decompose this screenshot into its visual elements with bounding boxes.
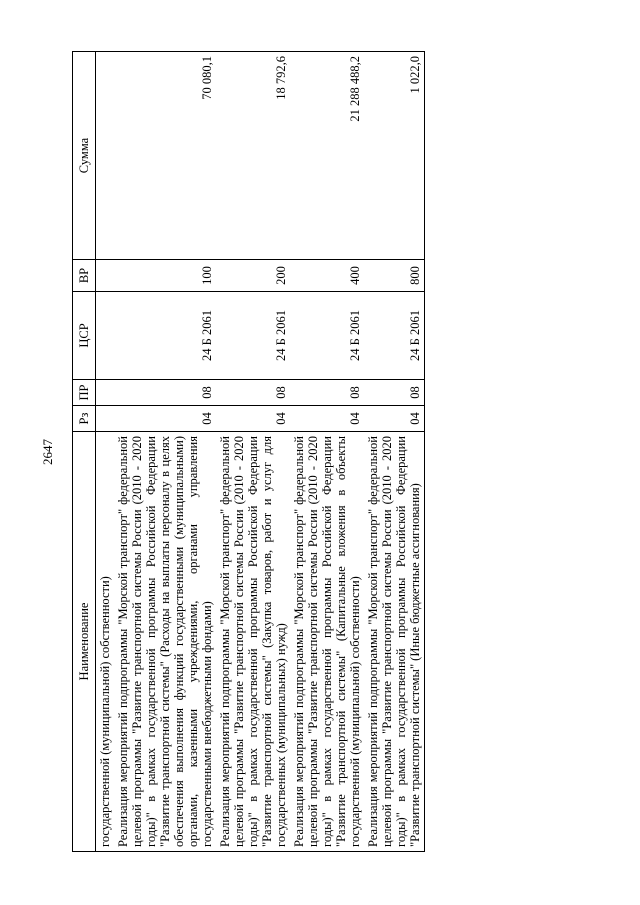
table-row: [364, 52, 425, 852]
header-csr: ЦСР: [73, 292, 96, 380]
row-pr: 08: [290, 380, 364, 406]
table-header-row: [73, 52, 96, 852]
header-sum: Сумма: [73, 52, 96, 260]
row-pr: [96, 380, 115, 406]
row-csr: [96, 292, 115, 380]
budget-table: [72, 51, 425, 852]
row-csr: 24 Б 2061: [290, 292, 364, 380]
row-rz: 04: [290, 406, 364, 432]
row-name: Реализация мероприятий подпрограммы "Морской транспорт" федеральной целевой программы "Развитие транспортной системы России (2010 - 2020 годы)" в рамках государственной программы Российской Федерации "Развитие транспортной системы" (Расходы на выплаты персоналу в целях обеспечения выполнения функций государственными (муниципальными) органами, казенными учреждениями, органами управления государственными внебюджетными фондами): [114, 432, 216, 852]
row-name: Реализация мероприятий подпрограммы "Морской транспорт" федеральной целевой программы "Развитие транспортной системы России (2010 - 2020 годы)" в рамках государственной программы Российской Федерации "Развитие транспортной системы" (Капитальные вложения в объекты государственной (муниципальной) собственности): [290, 432, 364, 852]
row-csr: 24 Б 2061: [364, 292, 425, 380]
table-row: [216, 52, 290, 852]
row-rz: 04: [216, 406, 290, 432]
table-row: [290, 52, 364, 852]
row-name: государственной (муниципальной) собственности): [96, 432, 115, 852]
row-sum: 1 022,0: [364, 52, 425, 260]
row-rz: 04: [114, 406, 216, 432]
header-name: Наименование: [73, 432, 96, 852]
row-sum: 21 288 488,2: [290, 52, 364, 260]
row-vr: 800: [364, 260, 425, 292]
header-pr: ПР: [73, 380, 96, 406]
row-sum: 18 792,6: [216, 52, 290, 260]
row-csr: 24 Б 2061: [114, 292, 216, 380]
row-name: Реализация мероприятий подпрограммы "Морской транспорт" федеральной целевой программы "Развитие транспортной системы России (2010 - 2020 годы)" в рамках государственной программы Российской Федерации "Развитие транспортной системы" (Закупка товаров, работ и услуг для государственных (муниципальных) нужд): [216, 432, 290, 852]
row-pr: 08: [216, 380, 290, 406]
row-sum: [96, 52, 115, 260]
rotated-page-content: [72, 52, 602, 852]
header-vr: ВР: [73, 260, 96, 292]
row-name: Реализация мероприятий подпрограммы "Морской транспорт" федеральной целевой программы "Развитие транспортной системы России (2010 - 2020 годы)" в рамках государственной программы Российской Федерации "Развитие транспортной системы" (Иные бюджетные ассигнования): [364, 432, 425, 852]
row-sum: 70 080,1: [114, 52, 216, 260]
row-rz: 04: [364, 406, 425, 432]
header-rz: Рз: [73, 406, 96, 432]
row-pr: 08: [364, 380, 425, 406]
table-row: [114, 52, 216, 852]
table-row: [96, 52, 115, 852]
row-rz: [96, 406, 115, 432]
row-vr: 400: [290, 260, 364, 292]
row-vr: 200: [216, 260, 290, 292]
row-csr: 24 Б 2061: [216, 292, 290, 380]
row-vr: [96, 260, 115, 292]
row-pr: 08: [114, 380, 216, 406]
page-number: 2647: [40, 439, 55, 465]
row-vr: 100: [114, 260, 216, 292]
